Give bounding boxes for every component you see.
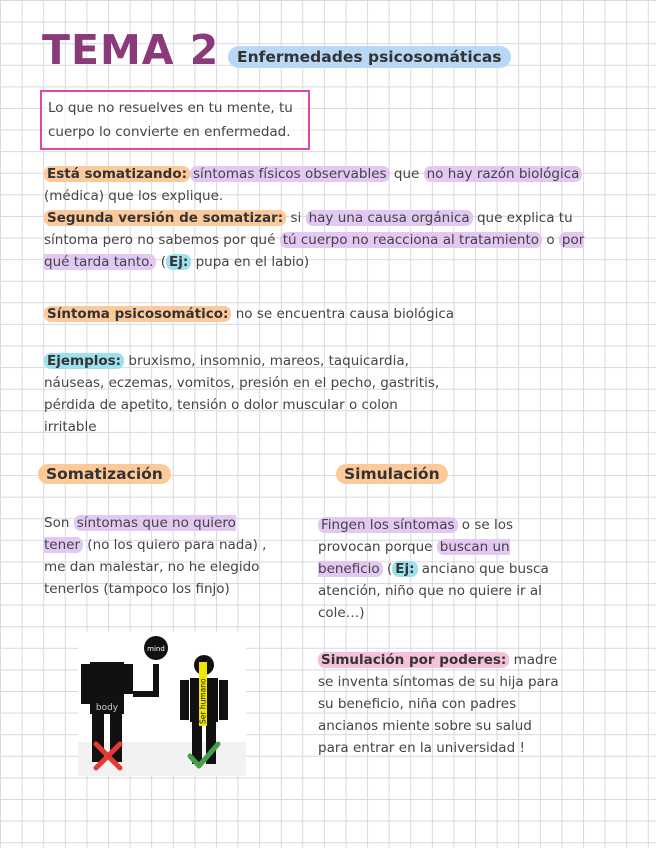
page-subtitle: Enfermedades psicosomáticas [228, 46, 511, 68]
highlight-text: hay una causa orgánica [306, 210, 473, 226]
sintoma-paragraph [44, 303, 604, 325]
somatizando-paragraph [44, 163, 604, 207]
body-label: body [95, 703, 119, 713]
text: ( [382, 561, 393, 577]
human-label: Ser humano [198, 678, 208, 724]
text: o se los provocan porque [318, 517, 514, 555]
text: ( [156, 254, 167, 270]
ejemplos-label: Ejemplos: [44, 353, 124, 369]
text: si [286, 210, 306, 226]
mind-holder [133, 636, 168, 694]
text: Son [44, 515, 74, 531]
ejemplos-paragraph [44, 350, 454, 438]
highlight-text: síntomas que no quiero tener [44, 515, 236, 553]
ej-label: Ej: [166, 254, 191, 270]
text: o [542, 232, 559, 248]
simulacion-heading: Simulación [336, 464, 448, 484]
quote-box: Lo que no resuelves en tu mente, tu cuerpo lo convierte en enfermedad. [40, 90, 310, 150]
ej-label: Ej: [392, 561, 417, 577]
highlight-text: síntomas físicos observables [190, 166, 390, 182]
sintoma-label: Síntoma psicosomático: [44, 306, 231, 322]
text: no se encuentra causa biológica [231, 306, 455, 322]
segunda-paragraph [44, 207, 604, 273]
poderes-paragraph [318, 649, 563, 759]
text: que [389, 166, 424, 182]
mind-label: mind [147, 645, 165, 653]
text: que explica tu síntoma pero no sabemos por qué [44, 210, 573, 248]
highlight-text: buscan un beneficio [318, 539, 510, 577]
page-title: TEMA 2 [42, 26, 220, 74]
highlight-text: no hay razón biológica [424, 166, 583, 182]
mind-body-drawing [78, 632, 246, 776]
somatizacion-heading: Somatización [38, 464, 171, 484]
simulacion-paragraph [318, 514, 563, 624]
poderes-label: Simulación por poderes: [318, 652, 509, 668]
text: (médica) que los explique. [44, 188, 224, 204]
highlight-text: Fingen los síntomas [318, 517, 458, 533]
text: (no los quiero para nada) , me dan malestar, no he elegido tenerlos (tampoco los finjo) [44, 537, 267, 597]
text: anciano que busca atención, niño que no quiere ir al cole…) [318, 561, 549, 621]
somatizando-label: Está somatizando: [44, 166, 190, 182]
text: pupa en el labio) [191, 254, 310, 270]
highlight-text: por qué tarda tanto. [44, 232, 585, 270]
highlight-text: tú cuerpo no reacciona al tratamiento [280, 232, 542, 248]
mind-body-illustration [78, 632, 246, 776]
text: bruxismo, insomnio, mareos, taquicardia, náuseas, eczemas, vomitos, presión en el pecho, gastritis, pérdida de apetito, tensión o dolor muscular o colon irritable [44, 353, 440, 435]
somatizacion-paragraph [44, 512, 279, 600]
text: madre se inventa síntomas de su hija para su beneficio, niña con padres ancianos miente sobre su salud para entrar en la universidad ! [318, 652, 559, 756]
segunda-label: Segunda versión de somatizar: [44, 210, 286, 226]
